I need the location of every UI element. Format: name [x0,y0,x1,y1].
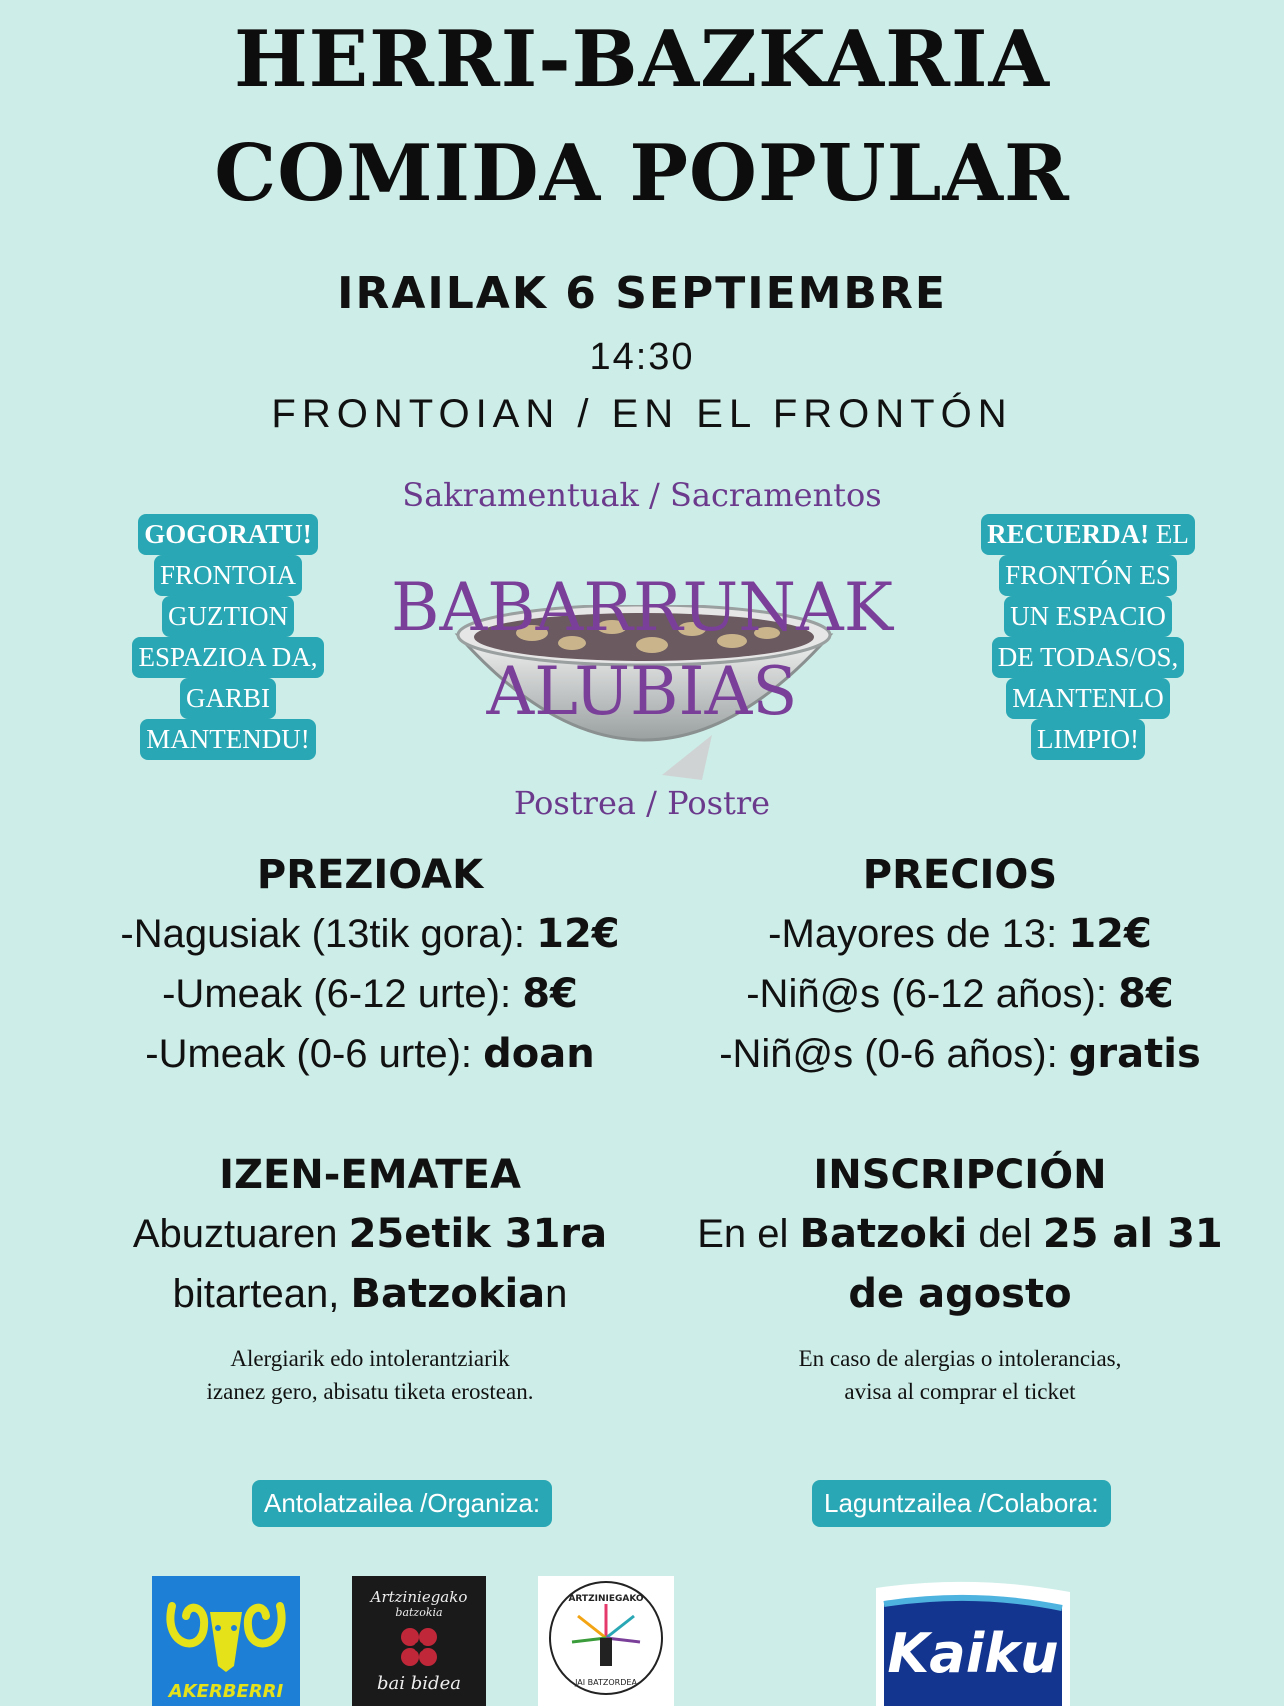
registration-eu-line-1: Abuztuaren 25etik 31ra [132,1211,608,1257]
prices-es-heading: PRECIOS [862,852,1058,898]
registration-es-line-1: En el Batzoki del 25 al 31 [697,1211,1223,1257]
event-place: FRONTOIAN / EN EL FRONTÓN [271,392,1013,436]
menu-main-es: ALUBIAS [486,653,798,730]
prices-es [660,852,1260,1084]
organizer-label: Antolatzailea /Organiza: [252,1480,552,1527]
reminder-note-eu: GOGORATU! FRONTOIA GUZTION ESPAZIOA DA, GARBI MANTENDU! [128,514,328,760]
jai-bottom-text: JAI BATZORDEA [575,1678,637,1687]
prices-eu-heading: PREZIOAK [256,852,484,898]
allergy-note-es-2: avisa al comprar el ticket [844,1379,1076,1404]
title-line-1: HERRI-BAZKARIA [233,14,1050,105]
batzokia-sub: batzokia [395,1606,443,1619]
menu-main-eu: BABARRUNAK [390,569,894,646]
batzokia-script: Artziniegako [370,1588,468,1606]
price-row: -Niñ@s (0-6 años): gratis [719,1031,1201,1077]
title-line-2: COMIDA POPULAR [214,128,1070,219]
registration-eu [60,1152,680,1408]
kaiku-text: Kaiku [887,1622,1059,1685]
price-row: -Mayores de 13: 12€ [768,911,1152,957]
reminder-note-es: RECUERDA! EL FRONTÓN ES UN ESPACIO DE TODAS/OS, MANTENLO LIMPIO! [978,514,1198,760]
price-row: -Nagusiak (13tik gora): 12€ [120,911,620,957]
menu-dessert: Postrea / Postre [513,784,771,822]
ram-icon [152,1576,300,1676]
price-row: -Umeak (6-12 urte): 8€ [162,971,578,1017]
jai-batzordea-logo [538,1576,674,1706]
registration-eu-line-2: bitartean, Batzokian [172,1271,568,1317]
event-time: 14:30 [589,336,695,378]
registration-es [660,1152,1260,1408]
kaiku-logo [870,1578,1076,1706]
jai-top-text: ARTZINIEGAKO [568,1594,644,1604]
prices-eu [60,852,680,1084]
menu-starter: Sakramentuak / Sacramentos [402,476,882,514]
price-row: -Umeak (0-6 urte): doan [145,1031,595,1077]
price-row: -Niñ@s (6-12 años): 8€ [746,971,1174,1017]
batzokia-logo [352,1576,486,1706]
lauburu-icon [394,1625,444,1669]
collaborator-label: Laguntzailea /Colabora: [812,1480,1111,1527]
registration-es-heading: INSCRIPCIÓN [813,1152,1107,1198]
akerberri-logo [152,1576,300,1706]
allergy-note-eu-2: izanez gero, abisatu tiketa erostean. [206,1379,534,1404]
batzokia-bottom: bai bidea [377,1673,461,1694]
event-date: IRAILAK 6 SEPTIEMBRE [337,268,947,319]
akerberri-text: AKERBERRI [168,1681,284,1702]
registration-es-line-2: de agosto [848,1271,1072,1317]
registration-eu-heading: IZEN-EMATEA [219,1152,521,1198]
allergy-note-es-1: En caso de alergias o intolerancias, [798,1346,1122,1371]
allergy-note-eu-1: Alergiarik edo intolerantziarik [230,1346,510,1371]
